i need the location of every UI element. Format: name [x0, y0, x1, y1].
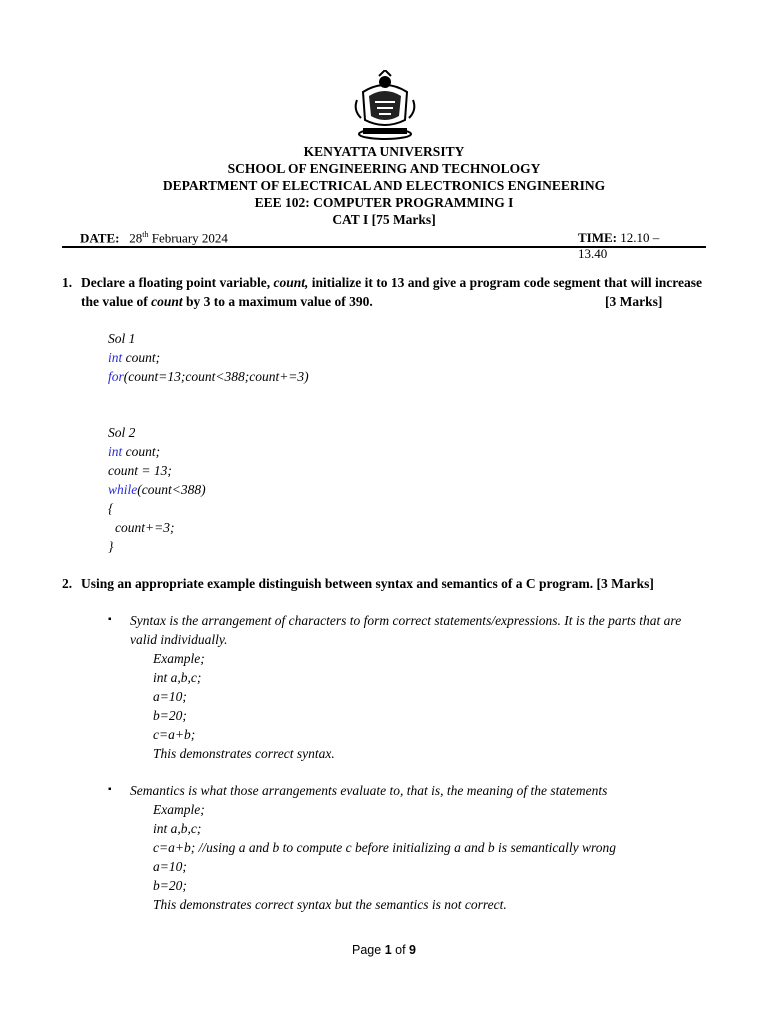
date-rest: February 2024: [148, 230, 228, 246]
example-line: b=20;: [153, 878, 187, 893]
page-total: 9: [409, 943, 416, 957]
date-label: DATE:: [80, 230, 120, 246]
code-keyword: for: [108, 369, 124, 384]
date-field: [80, 230, 228, 246]
code-keyword: int: [108, 350, 123, 365]
semantics-definition: Semantics is what those arrangements evaluate to, that is, the meaning of the statements: [130, 783, 608, 798]
code-line: count+=3;: [115, 520, 175, 535]
example-line: int a,b,c;: [153, 670, 202, 685]
code-line: [108, 480, 206, 499]
page-number: 1: [384, 943, 392, 957]
question-1: [62, 273, 708, 311]
code-text: (count<388): [137, 482, 206, 497]
example-line: This demonstrates correct syntax.: [153, 746, 335, 761]
bullet-icon: ▪: [108, 784, 112, 795]
department-name: DEPARTMENT OF ELECTRICAL AND ELECTRONICS ENGINEERING: [162, 178, 606, 193]
exam-title: CAT I [75 Marks]: [332, 212, 436, 227]
syntax-example: [153, 649, 335, 763]
code-text: count;: [122, 350, 161, 365]
example-line: This demonstrates correct syntax but the semantics is not correct.: [153, 897, 507, 912]
question-2-number: 2.: [62, 576, 73, 591]
code-line: {: [108, 501, 114, 516]
bullet-icon: ▪: [108, 614, 112, 625]
code-keyword: int: [108, 444, 123, 459]
question-1-marks: [3 Marks]: [605, 294, 663, 309]
syntax-definition: Syntax is the arrangement of characters to form correct statements/expressions. It is the parts that are valid individually.: [130, 613, 682, 647]
code-text: count;: [122, 444, 161, 459]
time-value: 12.10 – 13.40: [578, 230, 660, 261]
solution-1: [108, 329, 309, 386]
code-keyword: while: [108, 482, 138, 497]
example-line: c=a+b;: [153, 727, 196, 742]
question-1-number: 1.: [62, 275, 73, 290]
code-line: count = 13;: [108, 463, 172, 478]
example-line: b=20;: [153, 708, 187, 723]
code-line: [108, 367, 309, 386]
code-line: [108, 348, 309, 367]
q1-text-part: initialize it to 13 and give a program code segment that will increase the value of: [81, 275, 702, 309]
question-2-text: Using an appropriate example distinguish between syntax and semantics of a C program. [3 Marks]: [81, 576, 654, 591]
date-suffix: th: [142, 230, 149, 239]
solution-1-title: Sol 1: [108, 331, 136, 346]
code-line: }: [108, 539, 114, 554]
q1-text-emph: count: [151, 294, 183, 309]
example-line: int a,b,c;: [153, 821, 202, 836]
code-line: [108, 442, 206, 461]
example-line: Example;: [153, 802, 205, 817]
code-text: (count=13;count<388;count+=3): [123, 369, 309, 384]
q1-text-part: by 3 to a maximum value of 390.: [182, 294, 373, 309]
course-title: EEE 102: COMPUTER PROGRAMMING I: [254, 195, 514, 210]
q1-text-emph: count,: [273, 275, 309, 290]
of-word: of: [391, 943, 410, 957]
q1-text-part: Declare a floating point variable,: [81, 275, 274, 290]
example-line: Example;: [153, 651, 205, 666]
page-footer: [0, 943, 768, 957]
solution-2-title: Sol 2: [108, 425, 136, 440]
question-2: [62, 574, 708, 593]
time-label: TIME:: [578, 230, 617, 245]
semantics-example: [153, 800, 616, 914]
school-name: SCHOOL OF ENGINEERING AND TECHNOLOGY: [227, 161, 541, 176]
example-line: a=10;: [153, 689, 187, 704]
page-word: Page: [352, 943, 385, 957]
solution-2: [108, 423, 206, 556]
example-line: c=a+b; //using a and b to compute c before initializing a and b is semantically wrong: [153, 840, 617, 855]
date-day: 28: [129, 230, 143, 246]
example-line: a=10;: [153, 859, 187, 874]
university-name: KENYATTA UNIVERSITY: [303, 144, 465, 159]
header-divider: [62, 246, 706, 248]
university-crest-logo: [349, 70, 421, 142]
